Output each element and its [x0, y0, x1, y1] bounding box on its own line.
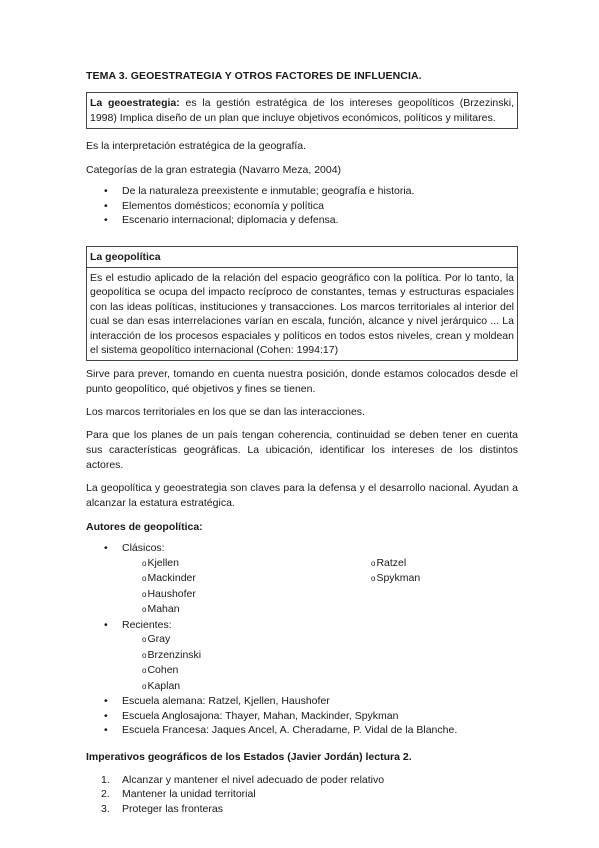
list-item-clasicos [122, 541, 518, 618]
clasicos-col1 [122, 556, 371, 618]
sub-item: oKaplan [142, 679, 181, 692]
paragraph-marcos: Los marcos territoriales en los que se dan las interacciones. [86, 406, 365, 419]
list-item: • Elementos domésticos; economía y política [122, 199, 518, 214]
sub-item: oKjellen [142, 556, 179, 569]
document-page [86, 70, 518, 816]
sub-item: oMahan [142, 603, 180, 616]
geoestrategia-term: La geoestrategia: [90, 97, 180, 109]
sub-item: oHaushofer [142, 587, 196, 600]
clasicos-col2 [371, 556, 420, 618]
categorias-list [86, 184, 518, 228]
sub-item: oSpykman [371, 572, 421, 585]
list-item: • Escuela Francesa: Jaques Ancel, A. Cheradame, P. Vidal de la Blanche. [122, 723, 518, 738]
paragraph-claves: La geopolítica y geoestrategia son claves para la defensa y el desarrollo nacional. Ayudan a alcanzar la estatura estratégica. [86, 482, 518, 510]
paragraph-prever: Sirve para prever, tomando en cuenta nuestra posición, donde estamos colocados desde el punto geopolítico, qué objetivos y fines se tienen. [86, 368, 518, 396]
list-item: 2. Mantener la unidad territorial [101, 788, 256, 801]
paragraph-planes: Para que los planes de un país tengan coherencia, continuidad se deben tener en cuenta sus características geográficas. La ubicación, identificar los intereses de los distintos actores. [86, 429, 518, 472]
list-item: • Escuela Anglosajona: Thayer, Mahan, Mackinder, Spykman [122, 709, 518, 724]
list-item: • Escenario internacional; diplomacia y defensa. [122, 213, 518, 228]
list-item: • De la naturaleza preexistente e inmutable; geografía e historia. [122, 184, 518, 199]
imperativos-heading: Imperativos geográficos de los Estados (Javier Jordán) lectura 2. [86, 750, 412, 763]
clasicos-label: Clásicos: [122, 542, 165, 555]
sub-item: oCohen [142, 664, 179, 677]
geopolitica-body: Es el estudio aplicado de la relación del espacio geográfico con la política. Por lo tanto, la geopolítica se ocupa del impacto recíproco de constantes, temas y estructuras espaciales con las ideas políticas, instituciones y transacciones. Los marcos territoriales al interior del cual se dan esas interrelaciones varían en escala, función, alcance y nivel jerárquico ... La interacción de los procesos espaciales y políticos en todos estos niveles, crean y moldean el sistema geopolítico internacional (Cohen: 1994:17) [90, 271, 514, 357]
page-title: TEMA 3. GEOESTRATEGIA Y OTROS FACTORES DE INFLUENCIA. [86, 70, 422, 82]
recientes-label: Recientes: [122, 618, 172, 631]
geopolitica-box [86, 246, 518, 362]
geoestrategia-definition: es la gestión estratégica de los intereses geopolíticos (Brzezinski, 1998) Implica diseño de un plan que incluye objetivos económicos, políticos y militares. [90, 97, 514, 124]
list-item-recientes [122, 618, 518, 695]
list-item: • Escuela alemana: Ratzel, Kjellen, Haushofer [122, 694, 518, 709]
clasicos-columns [122, 556, 518, 618]
autores-heading: Autores de geopolítica: [86, 521, 203, 534]
imperativos-list [86, 773, 518, 817]
sub-item: oRatzel [371, 556, 407, 569]
paragraph-interpretacion: Es la interpretación estratégica de la geografía. [86, 140, 307, 152]
recientes-list [122, 632, 518, 694]
sub-item: oGray [142, 633, 171, 646]
autores-list [86, 541, 518, 738]
list-item: 3. Proteger las fronteras [101, 802, 223, 815]
sub-item: oBrzenzinski [142, 648, 202, 661]
list-item: 1. Alcanzar y mantener el nivel adecuado de poder relativo [101, 773, 385, 786]
paragraph-categorias: Categorías de la gran estrategia (Navarro Meza, 2004) [86, 164, 342, 176]
geoestrategia-box [86, 92, 518, 129]
sub-item: oMackinder [142, 572, 196, 585]
geopolitica-header: La geopolítica [87, 247, 517, 268]
